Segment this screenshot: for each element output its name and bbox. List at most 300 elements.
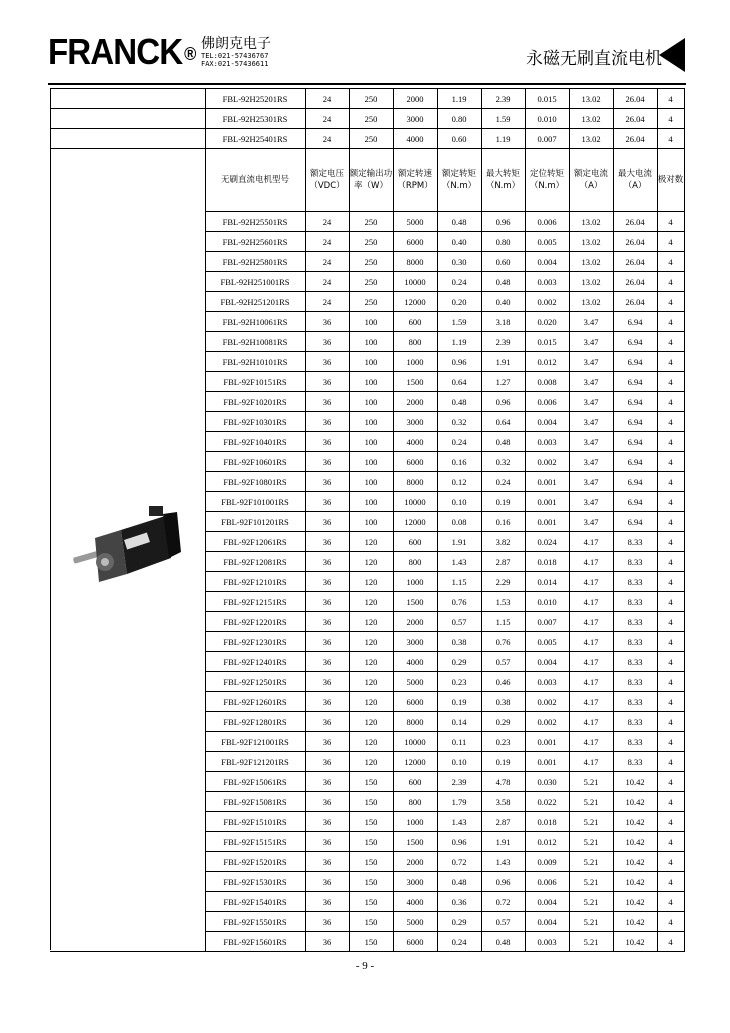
cell-detent-torque: 0.004 (525, 652, 569, 672)
cell-rated-power: 120 (349, 592, 393, 612)
cell-pole-pairs: 4 (657, 109, 684, 129)
cell-detent-torque: 0.008 (525, 372, 569, 392)
blank-cell (50, 89, 205, 109)
cell-rated-speed: 800 (393, 792, 437, 812)
cell-max-current: 6.94 (613, 412, 657, 432)
cell-rated-voltage: 36 (305, 812, 349, 832)
cell-pole-pairs: 4 (657, 372, 684, 392)
cell-max-torque: 1.19 (481, 129, 525, 149)
cell-rated-speed: 5000 (393, 672, 437, 692)
cell-max-current: 8.33 (613, 552, 657, 572)
cell-rated-voltage: 36 (305, 592, 349, 612)
cell-max-torque: 1.15 (481, 612, 525, 632)
cell-max-current: 26.04 (613, 129, 657, 149)
motor-image (67, 500, 187, 600)
cell-rated-speed: 3000 (393, 109, 437, 129)
cell-max-current: 6.94 (613, 472, 657, 492)
cell-rated-speed: 3000 (393, 632, 437, 652)
cell-rated-torque: 1.19 (437, 332, 481, 352)
cell-max-current: 6.94 (613, 392, 657, 412)
cell-detent-torque: 0.003 (525, 272, 569, 292)
cell-pole-pairs: 4 (657, 492, 684, 512)
cell-rated-current: 5.21 (569, 792, 613, 812)
cell-rated-torque: 0.64 (437, 372, 481, 392)
cell-rated-voltage: 36 (305, 632, 349, 652)
cell-rated-speed: 12000 (393, 512, 437, 532)
cell-pole-pairs: 4 (657, 632, 684, 652)
cell-rated-speed: 5000 (393, 212, 437, 232)
cell-max-current: 26.04 (613, 272, 657, 292)
cell-detent-torque: 0.007 (525, 129, 569, 149)
cell-model: FBL-92F15501RS (205, 912, 305, 932)
cell-max-current: 10.42 (613, 912, 657, 932)
cell-rated-torque: 0.80 (437, 109, 481, 129)
cell-detent-torque: 0.004 (525, 252, 569, 272)
cell-pole-pairs: 4 (657, 712, 684, 732)
cell-max-torque: 4.78 (481, 772, 525, 792)
cell-model: FBL-92F15151RS (205, 832, 305, 852)
cell-rated-current: 4.17 (569, 552, 613, 572)
cell-rated-voltage: 36 (305, 652, 349, 672)
cell-model: FBL-92F12401RS (205, 652, 305, 672)
header-rated-torque: 额定转矩（N.m） (437, 149, 481, 212)
cell-max-torque: 0.29 (481, 712, 525, 732)
cell-pole-pairs: 4 (657, 352, 684, 372)
cell-rated-speed: 600 (393, 312, 437, 332)
cell-model: FBL-92F15601RS (205, 932, 305, 952)
cell-rated-speed: 10000 (393, 272, 437, 292)
cell-model: FBL-92F12151RS (205, 592, 305, 612)
cell-rated-speed: 1000 (393, 572, 437, 592)
cell-rated-torque: 0.16 (437, 452, 481, 472)
cell-rated-current: 13.02 (569, 292, 613, 312)
cell-max-torque: 1.91 (481, 352, 525, 372)
cell-rated-speed: 2000 (393, 89, 437, 109)
blank-cell (50, 109, 205, 129)
header-rated-current: 额定电流（A） (569, 149, 613, 212)
cell-rated-power: 120 (349, 632, 393, 652)
cell-max-torque: 0.19 (481, 492, 525, 512)
header-max-current: 最大电流（A） (613, 149, 657, 212)
cell-model: FBL-92F15101RS (205, 812, 305, 832)
cell-detent-torque: 0.003 (525, 672, 569, 692)
cell-model: FBL-92H10101RS (205, 352, 305, 372)
cell-model: FBL-92H25501RS (205, 212, 305, 232)
cell-rated-speed: 2000 (393, 392, 437, 412)
cell-rated-voltage: 36 (305, 412, 349, 432)
cell-rated-voltage: 24 (305, 292, 349, 312)
cell-rated-voltage: 24 (305, 252, 349, 272)
cell-model: FBL-92H25401RS (205, 129, 305, 149)
cell-rated-current: 4.17 (569, 752, 613, 772)
cell-model: FBL-92F10601RS (205, 452, 305, 472)
cell-rated-power: 100 (349, 312, 393, 332)
cell-rated-voltage: 36 (305, 532, 349, 552)
cell-rated-torque: 0.72 (437, 852, 481, 872)
cell-max-torque: 0.57 (481, 912, 525, 932)
cell-max-torque: 0.23 (481, 732, 525, 752)
cell-max-torque: 2.39 (481, 89, 525, 109)
cell-rated-power: 250 (349, 89, 393, 109)
cell-rated-torque: 2.39 (437, 772, 481, 792)
cell-max-current: 8.33 (613, 612, 657, 632)
cell-pole-pairs: 4 (657, 732, 684, 752)
cell-model: FBL-92F12801RS (205, 712, 305, 732)
cell-rated-voltage: 36 (305, 312, 349, 332)
cell-max-torque: 0.96 (481, 392, 525, 412)
company-tel: TEL:021-57436767 (201, 52, 269, 60)
cell-detent-torque: 0.030 (525, 772, 569, 792)
cell-detent-torque: 0.006 (525, 872, 569, 892)
cell-detent-torque: 0.001 (525, 512, 569, 532)
cell-detent-torque: 0.005 (525, 632, 569, 652)
cell-rated-current: 13.02 (569, 109, 613, 129)
cell-rated-power: 100 (349, 492, 393, 512)
cell-rated-power: 150 (349, 852, 393, 872)
cell-detent-torque: 0.018 (525, 552, 569, 572)
cell-detent-torque: 0.010 (525, 592, 569, 612)
cell-rated-power: 250 (349, 129, 393, 149)
cell-rated-power: 150 (349, 912, 393, 932)
cell-max-torque: 0.96 (481, 872, 525, 892)
cell-pole-pairs: 4 (657, 512, 684, 532)
cell-rated-torque: 0.30 (437, 252, 481, 272)
cell-rated-current: 4.17 (569, 672, 613, 692)
cell-max-current: 10.42 (613, 892, 657, 912)
cell-detent-torque: 0.001 (525, 732, 569, 752)
cell-model: FBL-92F15301RS (205, 872, 305, 892)
cell-detent-torque: 0.001 (525, 492, 569, 512)
cell-rated-speed: 1500 (393, 592, 437, 612)
cell-pole-pairs: 4 (657, 652, 684, 672)
cell-max-torque: 0.80 (481, 232, 525, 252)
cell-rated-voltage: 36 (305, 352, 349, 372)
cell-rated-voltage: 36 (305, 372, 349, 392)
cell-model: FBL-92H25801RS (205, 252, 305, 272)
cell-pole-pairs: 4 (657, 312, 684, 332)
cell-max-current: 8.33 (613, 632, 657, 652)
cell-max-torque: 0.48 (481, 932, 525, 952)
cell-pole-pairs: 4 (657, 692, 684, 712)
cell-model: FBL-92F10801RS (205, 472, 305, 492)
cell-max-current: 10.42 (613, 852, 657, 872)
cell-max-current: 26.04 (613, 292, 657, 312)
cell-detent-torque: 0.001 (525, 752, 569, 772)
cell-max-current: 10.42 (613, 772, 657, 792)
header-rated-power: 额定输出功 率（W） (349, 149, 393, 212)
cell-rated-speed: 2000 (393, 852, 437, 872)
cell-rated-current: 5.21 (569, 912, 613, 932)
cell-rated-power: 120 (349, 552, 393, 572)
cell-rated-voltage: 36 (305, 392, 349, 412)
cell-max-torque: 1.59 (481, 109, 525, 129)
cell-rated-current: 4.17 (569, 612, 613, 632)
cell-max-torque: 2.87 (481, 552, 525, 572)
cell-max-torque: 0.60 (481, 252, 525, 272)
cell-rated-speed: 5000 (393, 912, 437, 932)
cell-max-current: 6.94 (613, 372, 657, 392)
cell-detent-torque: 0.010 (525, 109, 569, 129)
cell-detent-torque: 0.003 (525, 432, 569, 452)
cell-max-torque: 0.40 (481, 292, 525, 312)
cell-rated-power: 150 (349, 812, 393, 832)
triangle-marker-icon (659, 38, 685, 72)
cell-rated-torque: 0.20 (437, 292, 481, 312)
cell-max-torque: 0.64 (481, 412, 525, 432)
cell-rated-speed: 1500 (393, 372, 437, 392)
cell-max-torque: 2.29 (481, 572, 525, 592)
cell-rated-voltage: 24 (305, 232, 349, 252)
cell-rated-power: 250 (349, 109, 393, 129)
cell-rated-power: 150 (349, 792, 393, 812)
cell-rated-current: 3.47 (569, 312, 613, 332)
cell-max-current: 26.04 (613, 109, 657, 129)
cell-rated-speed: 8000 (393, 712, 437, 732)
cell-pole-pairs: 4 (657, 792, 684, 812)
cell-rated-power: 100 (349, 352, 393, 372)
cell-pole-pairs: 4 (657, 912, 684, 932)
cell-rated-speed: 12000 (393, 292, 437, 312)
cell-model: FBL-92H251001RS (205, 272, 305, 292)
cell-max-current: 6.94 (613, 312, 657, 332)
motor-spec-table (50, 88, 685, 952)
cell-rated-voltage: 36 (305, 832, 349, 852)
cell-max-torque: 0.46 (481, 672, 525, 692)
cell-rated-power: 120 (349, 712, 393, 732)
cell-pole-pairs: 4 (657, 772, 684, 792)
cell-model: FBL-92F12061RS (205, 532, 305, 552)
cell-detent-torque: 0.015 (525, 332, 569, 352)
cell-max-torque: 0.57 (481, 652, 525, 672)
cell-rated-speed: 10000 (393, 492, 437, 512)
cell-rated-power: 250 (349, 272, 393, 292)
cell-rated-voltage: 36 (305, 752, 349, 772)
cell-model: FBL-92F12101RS (205, 572, 305, 592)
cell-model: FBL-92F12301RS (205, 632, 305, 652)
cell-rated-voltage: 24 (305, 212, 349, 232)
cell-pole-pairs: 4 (657, 129, 684, 149)
cell-max-current: 26.04 (613, 232, 657, 252)
cell-detent-torque: 0.022 (525, 792, 569, 812)
cell-pole-pairs: 4 (657, 612, 684, 632)
cell-model: FBL-92H25301RS (205, 109, 305, 129)
cell-rated-power: 120 (349, 752, 393, 772)
cell-rated-current: 13.02 (569, 232, 613, 252)
cell-rated-voltage: 36 (305, 432, 349, 452)
cell-max-torque: 0.72 (481, 892, 525, 912)
cell-rated-torque: 0.14 (437, 712, 481, 732)
cell-max-torque: 0.48 (481, 272, 525, 292)
cell-max-current: 10.42 (613, 812, 657, 832)
cell-max-torque: 0.32 (481, 452, 525, 472)
cell-max-torque: 1.91 (481, 832, 525, 852)
cell-rated-voltage: 36 (305, 692, 349, 712)
cell-max-torque: 0.16 (481, 512, 525, 532)
cell-rated-current: 4.17 (569, 532, 613, 552)
cell-rated-voltage: 36 (305, 492, 349, 512)
cell-rated-speed: 4000 (393, 129, 437, 149)
cell-rated-voltage: 36 (305, 712, 349, 732)
cell-max-current: 6.94 (613, 432, 657, 452)
cell-max-torque: 0.96 (481, 212, 525, 232)
cell-max-current: 10.42 (613, 872, 657, 892)
cell-rated-torque: 0.48 (437, 212, 481, 232)
cell-max-current: 10.42 (613, 932, 657, 952)
cell-detent-torque: 0.002 (525, 292, 569, 312)
cell-max-torque: 3.82 (481, 532, 525, 552)
cell-rated-speed: 4000 (393, 652, 437, 672)
cell-detent-torque: 0.024 (525, 532, 569, 552)
cell-rated-torque: 0.24 (437, 932, 481, 952)
cell-rated-current: 3.47 (569, 492, 613, 512)
cell-model: FBL-92F12201RS (205, 612, 305, 632)
cell-max-current: 26.04 (613, 252, 657, 272)
cell-rated-torque: 0.12 (437, 472, 481, 492)
cell-model: FBL-92F12501RS (205, 672, 305, 692)
cell-max-torque: 0.48 (481, 432, 525, 452)
cell-detent-torque: 0.004 (525, 912, 569, 932)
cell-rated-voltage: 36 (305, 892, 349, 912)
cell-rated-torque: 1.43 (437, 552, 481, 572)
cell-rated-torque: 1.15 (437, 572, 481, 592)
cell-rated-voltage: 36 (305, 512, 349, 532)
cell-max-torque: 0.76 (481, 632, 525, 652)
cell-model: FBL-92H25201RS (205, 89, 305, 109)
cell-rated-speed: 6000 (393, 692, 437, 712)
cell-rated-current: 3.47 (569, 352, 613, 372)
cell-max-torque: 3.18 (481, 312, 525, 332)
cell-max-torque: 1.43 (481, 852, 525, 872)
cell-rated-current: 3.47 (569, 392, 613, 412)
cell-max-torque: 3.58 (481, 792, 525, 812)
cell-rated-current: 5.21 (569, 772, 613, 792)
cell-pole-pairs: 4 (657, 432, 684, 452)
cell-rated-current: 13.02 (569, 212, 613, 232)
cell-pole-pairs: 4 (657, 252, 684, 272)
cell-rated-current: 5.21 (569, 852, 613, 872)
cell-rated-current: 4.17 (569, 592, 613, 612)
header-model: 无刷直流电机型号 (205, 149, 305, 212)
cell-rated-torque: 0.19 (437, 692, 481, 712)
cell-max-current: 8.33 (613, 712, 657, 732)
cell-max-current: 8.33 (613, 732, 657, 752)
cell-rated-power: 120 (349, 612, 393, 632)
cell-rated-current: 4.17 (569, 572, 613, 592)
cell-detent-torque: 0.002 (525, 452, 569, 472)
cell-max-current: 8.33 (613, 652, 657, 672)
cell-model: FBL-92H10061RS (205, 312, 305, 332)
cell-rated-speed: 1000 (393, 352, 437, 372)
page-number: - 9 - (355, 960, 375, 972)
cell-model: FBL-92H25601RS (205, 232, 305, 252)
company-fax: FAX:021-57436611 (201, 60, 269, 68)
cell-rated-voltage: 36 (305, 332, 349, 352)
cell-rated-voltage: 24 (305, 129, 349, 149)
cell-detent-torque: 0.007 (525, 612, 569, 632)
cell-detent-torque: 0.018 (525, 812, 569, 832)
cell-rated-voltage: 36 (305, 572, 349, 592)
header-rated-speed: 额定转速（RPM） (393, 149, 437, 212)
cell-rated-voltage: 36 (305, 732, 349, 752)
cell-rated-current: 3.47 (569, 452, 613, 472)
cell-rated-speed: 1500 (393, 832, 437, 852)
cell-rated-current: 3.47 (569, 372, 613, 392)
blank-cell (50, 129, 205, 149)
cell-rated-current: 4.17 (569, 732, 613, 752)
table-row (50, 89, 684, 109)
cell-max-current: 8.33 (613, 532, 657, 552)
cell-detent-torque: 0.015 (525, 89, 569, 109)
cell-max-torque: 2.39 (481, 332, 525, 352)
cell-rated-voltage: 36 (305, 912, 349, 932)
cell-rated-voltage: 36 (305, 612, 349, 632)
cell-rated-current: 5.21 (569, 932, 613, 952)
cell-rated-speed: 12000 (393, 752, 437, 772)
cell-rated-torque: 0.23 (437, 672, 481, 692)
cell-pole-pairs: 4 (657, 532, 684, 552)
cell-rated-current: 5.21 (569, 812, 613, 832)
cell-rated-current: 13.02 (569, 129, 613, 149)
cell-rated-speed: 1000 (393, 812, 437, 832)
cell-rated-torque: 0.48 (437, 392, 481, 412)
cell-detent-torque: 0.009 (525, 852, 569, 872)
cell-rated-power: 100 (349, 372, 393, 392)
cell-rated-torque: 0.38 (437, 632, 481, 652)
cell-rated-speed: 10000 (393, 732, 437, 752)
cell-rated-power: 100 (349, 412, 393, 432)
cell-rated-power: 250 (349, 212, 393, 232)
motor-icon (67, 500, 187, 600)
cell-rated-power: 120 (349, 572, 393, 592)
cell-rated-power: 120 (349, 732, 393, 752)
cell-detent-torque: 0.012 (525, 832, 569, 852)
cell-max-current: 8.33 (613, 572, 657, 592)
cell-model: FBL-92H10081RS (205, 332, 305, 352)
cell-detent-torque: 0.006 (525, 392, 569, 412)
company-name: 佛朗克电子 (201, 36, 271, 52)
cell-rated-torque: 0.29 (437, 912, 481, 932)
cell-rated-power: 120 (349, 652, 393, 672)
cell-rated-voltage: 36 (305, 452, 349, 472)
cell-pole-pairs: 4 (657, 232, 684, 252)
cell-max-torque: 1.53 (481, 592, 525, 612)
cell-max-current: 26.04 (613, 89, 657, 109)
cell-detent-torque: 0.004 (525, 412, 569, 432)
cell-rated-power: 100 (349, 472, 393, 492)
cell-rated-current: 13.02 (569, 272, 613, 292)
cell-rated-torque: 0.40 (437, 232, 481, 252)
cell-rated-power: 120 (349, 532, 393, 552)
cell-rated-torque: 1.19 (437, 89, 481, 109)
cell-detent-torque: 0.004 (525, 892, 569, 912)
cell-rated-torque: 0.36 (437, 892, 481, 912)
cell-pole-pairs: 4 (657, 892, 684, 912)
cell-rated-power: 150 (349, 932, 393, 952)
franck-logo: FRANCK ® (48, 31, 196, 72)
cell-pole-pairs: 4 (657, 592, 684, 612)
cell-rated-current: 3.47 (569, 512, 613, 532)
cell-rated-voltage: 24 (305, 109, 349, 129)
cell-rated-speed: 6000 (393, 232, 437, 252)
cell-pole-pairs: 4 (657, 552, 684, 572)
cell-rated-current: 3.47 (569, 332, 613, 352)
cell-pole-pairs: 4 (657, 292, 684, 312)
cell-pole-pairs: 4 (657, 272, 684, 292)
table-row (50, 109, 684, 129)
cell-rated-voltage: 24 (305, 272, 349, 292)
cell-rated-speed: 6000 (393, 932, 437, 952)
cell-model: FBL-92F101201RS (205, 512, 305, 532)
